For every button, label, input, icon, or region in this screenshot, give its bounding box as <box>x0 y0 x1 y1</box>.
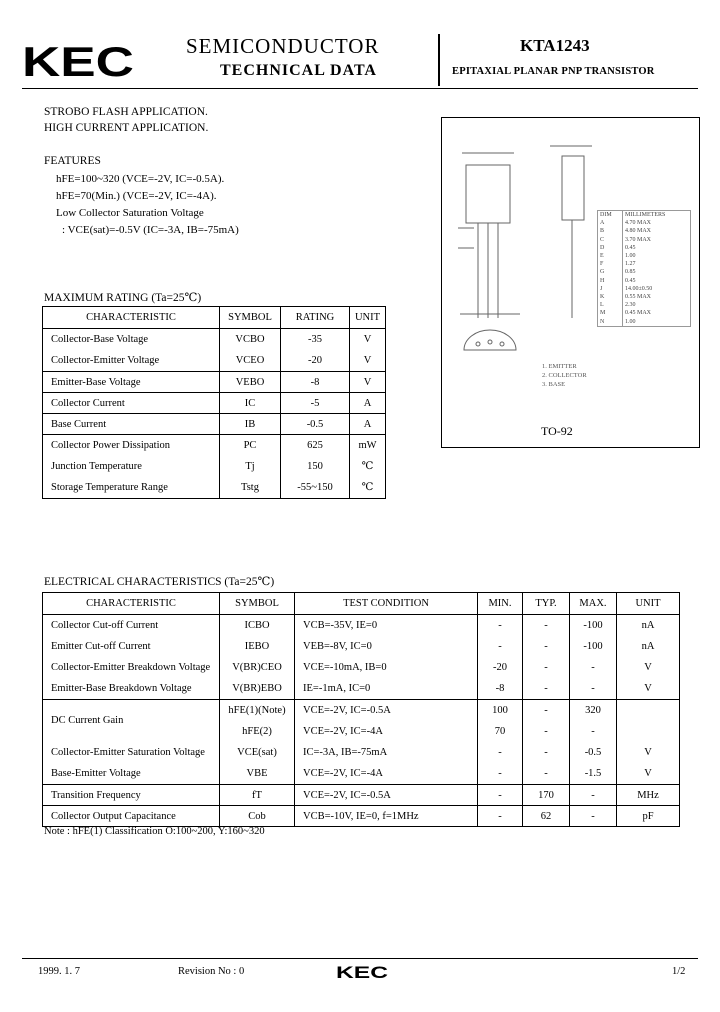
table-cell: DC Current Gain Collector-Emitter Saturation Voltage Base-Emitter Voltage <box>43 700 220 785</box>
package-name: TO-92 <box>541 424 573 438</box>
column-header: CHARACTERISTIC <box>43 307 220 329</box>
table-cell: 62 <box>523 806 570 827</box>
header-subtitle: TECHNICAL DATA <box>220 62 377 79</box>
feature-item: : VCE(sat)=-0.5V (IC=-3A, IB=-75mA) <box>62 224 239 236</box>
table-cell: Cob <box>220 806 295 827</box>
svg-text:KEC: KEC <box>22 38 134 84</box>
table-cell: -100 -100 - - <box>570 615 617 700</box>
pin-legend: 1. EMITTER 2. COLLECTOR 3. BASE <box>542 363 587 388</box>
feature-item: Low Collector Saturation Voltage <box>56 207 204 219</box>
column-header: SYMBOL <box>220 307 281 329</box>
table-cell: Transition Frequency <box>43 785 220 806</box>
column-header: TEST CONDITION <box>295 593 478 615</box>
table-cell: V V <box>350 329 386 372</box>
table-cell: - <box>478 806 523 827</box>
table-cell: 625 150 -55~150 <box>281 435 350 499</box>
column-header: TYP. <box>523 593 570 615</box>
elec-heading: ELECTRICAL CHARACTERISTICS (Ta=25℃) <box>44 576 275 588</box>
header-divider <box>438 34 440 86</box>
svg-text:KEC: KEC <box>336 963 388 980</box>
table-cell: 320 - -0.5 -1.5 <box>570 700 617 785</box>
table-cell: - - - - <box>523 615 570 700</box>
table-cell: VEBO <box>220 372 281 393</box>
footer-rule <box>22 958 698 959</box>
header-title: SEMICONDUCTOR <box>186 34 380 58</box>
table-cell: - <box>570 806 617 827</box>
table-cell: Collector Power Dissipation Junction Temperature Storage Temperature Range <box>51 440 170 493</box>
package-body-front <box>466 165 510 223</box>
table-cell: VCBO VCEO <box>220 329 281 372</box>
table-cell: -8 <box>281 372 350 393</box>
table-cell: A <box>350 393 386 414</box>
table-cell: - <box>570 785 617 806</box>
table-cell: Collector-Base Voltage Collector-Emitter Voltage <box>43 329 220 372</box>
table-cell: ICBO IEBO V(BR)CEO V(BR)EBO <box>220 615 295 700</box>
table-cell: -35 -20 <box>281 329 350 372</box>
column-header: MIN. <box>478 593 523 615</box>
table-cell: hFE(1)(Note) hFE(2) VCE(sat) VBE <box>220 700 295 785</box>
footer-page: 1/2 <box>672 966 686 977</box>
table-cell: A <box>350 414 386 435</box>
table-cell: - - - - <box>523 700 570 785</box>
table-cell: Collector Output Capacitance <box>51 810 176 822</box>
table-cell: VCE=-2V, IC=-0.5A <box>295 785 478 806</box>
table-cell: MHz <box>617 785 680 806</box>
table-cell: Collector Cut-off Current Emitter Cut-off Current Collector-Emitter Breakdown Voltage Emitter-Base Breakdown Voltage <box>43 615 220 700</box>
part-number: KTA1243 <box>520 36 590 55</box>
table-cell: IB <box>220 414 281 435</box>
table-cell: VCB=-10V, IE=0, f=1MHz <box>295 806 478 827</box>
table-cell: V V <box>617 700 680 785</box>
features-heading: FEATURES <box>44 155 101 167</box>
column-header: SYMBOL <box>220 593 295 615</box>
column-header: CHARACTERISTIC <box>43 593 220 615</box>
package-outline-box <box>441 117 700 448</box>
table-cell: V <box>350 372 386 393</box>
table-cell: Base Current <box>43 414 220 435</box>
table-cell: fT <box>220 785 295 806</box>
table-cell: IC <box>220 393 281 414</box>
feature-item: hFE=100~320 (VCE=-2V, IC=-0.5A). <box>56 173 225 185</box>
application-2: HIGH CURRENT APPLICATION. <box>44 122 209 134</box>
elec-table <box>42 592 680 827</box>
classification-note: Note : hFE(1) Classification O:100~200, Y:160~320 <box>44 826 265 837</box>
column-header: MAX. <box>570 593 617 615</box>
table-cell: 170 <box>523 785 570 806</box>
table-cell: 100 70 - - <box>478 700 523 785</box>
column-header: UNIT <box>350 307 386 329</box>
table-cell: Collector Current <box>43 393 220 414</box>
package-body-side <box>562 156 584 220</box>
column-header: UNIT <box>617 593 680 615</box>
table-cell: VCE=-2V, IC=-0.5A VCE=-2V, IC=-4A IC=-3A, IB=-75mA VCE=-2V, IC=-4A <box>295 700 478 785</box>
table-cell: -5 <box>281 393 350 414</box>
table-cell: -0.5 <box>281 414 350 435</box>
table-cell: PC Tj Tstg <box>220 435 281 499</box>
feature-item: hFE=70(Min.) (VCE=-2V, IC=-4A). <box>56 190 217 202</box>
max-rating-table <box>42 306 386 499</box>
dimension-table: DIM MILLIMETERS A 4.70 MAX B 4.80 MAX C 3.70 MAX D 0.45 E 1.00 F 1.27 G 0.85 H 0.45 J 14.00±0.50 K 0.55 MAX L 2.30 M 0.45 MAX N 1.00 <box>597 210 691 327</box>
table-cell: mW ℃ ℃ <box>350 435 386 499</box>
table-cell: nA nA V V <box>617 615 680 700</box>
footer-logo <box>336 962 390 980</box>
table-cell: - <box>478 785 523 806</box>
kec-logo <box>22 36 142 84</box>
table-cell: pF <box>617 806 680 827</box>
header-rule <box>22 88 698 89</box>
part-description: EPITAXIAL PLANAR PNP TRANSISTOR <box>452 66 655 77</box>
footer-revision: Revision No : 0 <box>178 966 245 977</box>
footer-date: 1999. 1. 7 <box>38 966 80 977</box>
table-cell: - - -20 -8 <box>478 615 523 700</box>
max-rating-heading: MAXIMUM RATING (Ta=25℃) <box>44 292 202 304</box>
table-cell: VCB=-35V, IE=0 VEB=-8V, IC=0 VCE=-10mA, IB=0 IE=-1mA, IC=0 <box>295 615 478 700</box>
table-cell: Emitter-Base Voltage <box>43 372 220 393</box>
column-header: RATING <box>281 307 350 329</box>
application-1: STROBO FLASH APPLICATION. <box>44 106 208 118</box>
